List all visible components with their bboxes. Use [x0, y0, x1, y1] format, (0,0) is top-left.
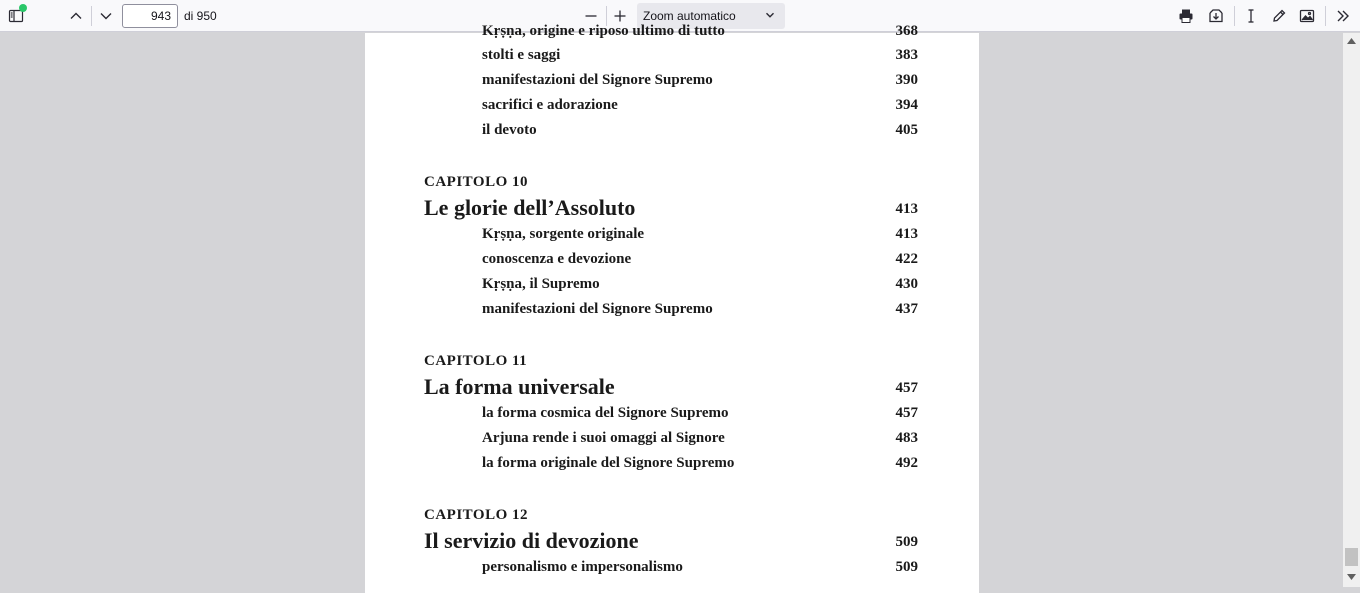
toc-item[interactable]: manifestazioni del Signore Supremo 390 [482, 72, 918, 88]
toolbar-separator [1234, 6, 1235, 26]
scroll-up-arrow-icon[interactable] [1346, 36, 1357, 46]
chapter-title: Le glorie dell’Assoluto [424, 195, 636, 220]
toc-item[interactable]: sacrifici e adorazione 394 [482, 97, 918, 113]
pdf-page [365, 23, 979, 593]
download-icon[interactable] [1204, 4, 1228, 28]
chapter-label: CAPITOLO 12 [424, 507, 528, 523]
image-icon[interactable] [1295, 4, 1319, 28]
chapter-page: 413 [895, 201, 918, 217]
chevron-down-icon[interactable] [94, 4, 118, 28]
toc-item[interactable]: stolti e saggi 383 [482, 47, 918, 63]
printer-icon[interactable] [1174, 4, 1198, 28]
chapter-page: 509 [895, 534, 918, 550]
page-total-label: di 950 [184, 9, 217, 23]
pen-icon[interactable] [1267, 4, 1291, 28]
toc-item[interactable]: Kṛṣṇa, il Supremo 430 [482, 276, 918, 292]
pdf-viewer[interactable] [0, 23, 1360, 587]
chapter-title: La forma universale [424, 374, 615, 399]
zoom-select-label: Zoom automatico [643, 9, 736, 23]
page-number-input[interactable] [122, 4, 178, 28]
chapter-title-row[interactable] [424, 374, 979, 402]
toolbar-separator [1325, 6, 1326, 26]
chapter-title: Il servizio di devozione [424, 528, 639, 553]
toolbar-separator [91, 6, 92, 26]
chapter-title-row[interactable] [424, 528, 979, 556]
scroll-down-arrow-icon[interactable] [1346, 572, 1357, 582]
double-chevron-right-icon[interactable] [1331, 4, 1355, 28]
chevron-down-icon [763, 8, 777, 22]
chapter-title-row[interactable] [424, 195, 979, 223]
text-cursor-icon[interactable] [1239, 4, 1263, 28]
toc-item[interactable]: la forma cosmica del Signore Supremo 457 [482, 405, 918, 421]
toc-item[interactable]: Kṛṣṇa, origine e riposo ultimo di tutto 368 [482, 23, 918, 39]
chapter-label: CAPITOLO 11 [424, 353, 528, 369]
toc-item[interactable]: manifestazioni del Signore Supremo 437 [482, 301, 918, 317]
chevron-up-icon[interactable] [64, 4, 88, 28]
chapter-label: CAPITOLO 10 [424, 174, 528, 190]
toc-item[interactable]: Arjuna rende i suoi omaggi al Signore 483 [482, 430, 918, 446]
scrollbar-thumb[interactable] [1345, 548, 1358, 566]
toc-item[interactable]: conoscenza e devozione 422 [482, 251, 918, 267]
chapter-page: 457 [895, 380, 918, 396]
toc-item[interactable]: personalismo e impersonalismo 509 [482, 559, 918, 575]
notification-dot [19, 4, 27, 12]
toc-item[interactable]: Kṛṣṇa, sorgente originale 413 [482, 226, 918, 242]
toc-item[interactable]: il devoto 405 [482, 122, 918, 138]
vertical-scrollbar[interactable] [1343, 33, 1360, 587]
toc-item[interactable]: la forma originale del Signore Supremo 492 [482, 455, 918, 471]
